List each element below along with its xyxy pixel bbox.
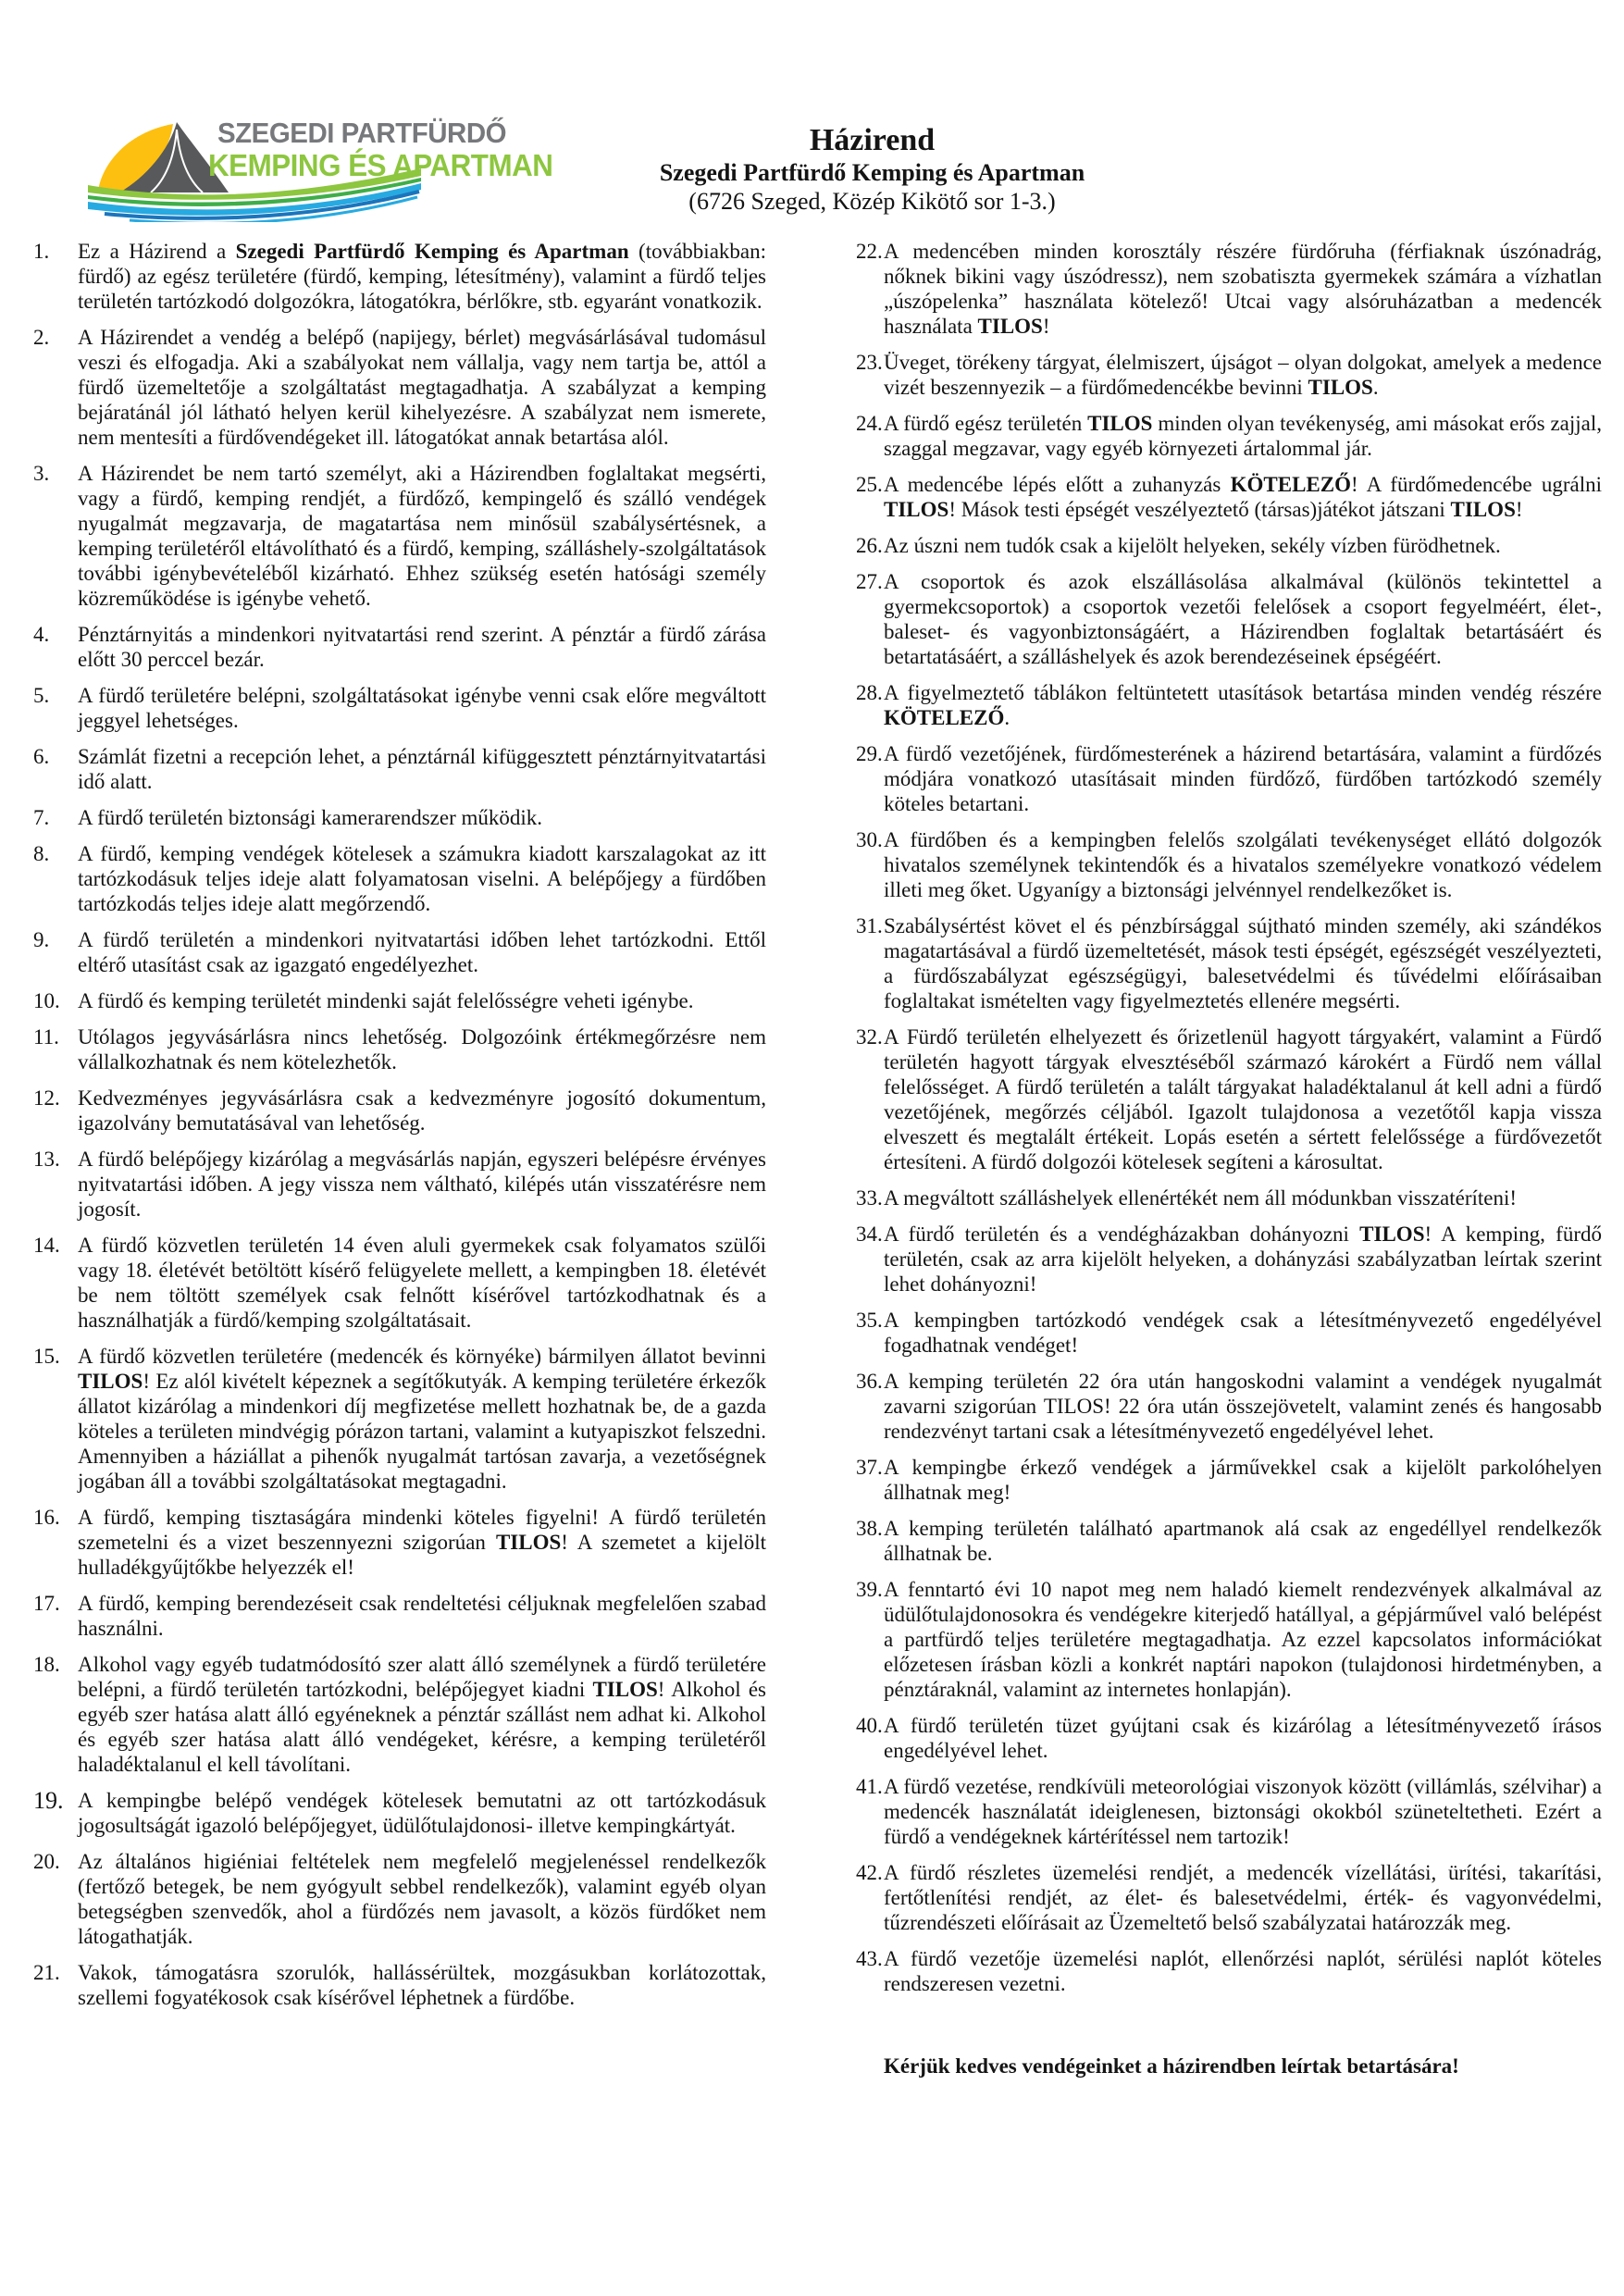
rule-number: 8. xyxy=(33,842,50,865)
rule-number: 6. xyxy=(33,745,50,768)
rule-number: 34. xyxy=(856,1222,883,1246)
rule-number: 20. xyxy=(33,1850,60,1873)
rule-item xyxy=(856,1860,1602,1935)
page-title: Házirend xyxy=(809,123,936,157)
rule-text-emphasis: TILOS xyxy=(977,315,1043,338)
rule-number: 19. xyxy=(33,1787,64,1814)
rule-number: 30. xyxy=(856,828,883,851)
rule-text: A fürdő közvetlen területére (medencék és környéke) bármilyen állatot bevinni TILOS! Ez alól kivételt képeznek a segítőkutyák. A kemping területére érkezők állatot kizárólag a mindenkori díj megfizetése mellett hozhatnak be, de a gazda köteles a területen mindvégig pórázon tartani, valamint a kutyapiszkot felszedni. Amennyiben a háziállat a pihenők nyugalmát tartósan zavarja, a vezetőségnek jogában áll a további szolgáltatásokat megtagadni. xyxy=(78,1345,766,1493)
rule-number: 21. xyxy=(33,1961,60,1984)
rule-text: A fürdő területén a mindenkori nyitvatartási időben lehet tartózkodni. Ettől eltérő utasítást csak az igazgató engedélyezhet. xyxy=(78,928,766,976)
rule-number: 29. xyxy=(856,742,883,765)
rule-number: 7. xyxy=(33,806,50,829)
logo-brand-line2: KEMPING ÉS APARTMAN xyxy=(208,148,553,182)
rule-text: Pénztárnyitás a mindenkori nyitvatartási rend szerint. A pénztár a fürdő zárása előtt 30 perccel bezár. xyxy=(78,623,766,671)
rule-item xyxy=(33,325,766,450)
rule-text: Vakok, támogatásra szorulók, hallássérültek, mozgásukban korlátozottak, szellemi fogyatékosok csak kísérővel léphetnek a fürdőbe. xyxy=(78,1961,766,2009)
rule-item xyxy=(856,569,1602,669)
rule-item xyxy=(856,680,1602,730)
rule-text-emphasis: KÖTELEZŐ xyxy=(884,706,1005,729)
rule-number: 12. xyxy=(33,1086,60,1110)
rule-text: A csoportok és azok elszállásolása alkalmával (különös tekintettel a gyermekcsoportok) a csoportok vezetői felelősek a csoport fegyelméért, élet-, baleset- és vagyonbiztonságáért, a Házirendben foglaltak betartásáért és betartatásáért, a szálláshelyek és azok berendezéseinek épségéért. xyxy=(884,570,1602,668)
rule-text: A fürdő területén tüzet gyújtani csak és kizárólag a létesítményvezető írásos engedélyével lehet. xyxy=(884,1714,1602,1762)
rule-number: 37. xyxy=(856,1456,883,1479)
rule-item xyxy=(856,827,1602,902)
rule-number: 33. xyxy=(856,1186,883,1210)
rule-text: A fürdő, kemping berendezéseit csak rendeltetési céljuknak megfelelően szabad használni. xyxy=(78,1592,766,1640)
rule-text: A Házirendet a vendég a belépő (napijegy, bérlet) megvásárlásával tudomásul veszi és elfogadja. Aki a szabályokat nem vállalja, vagy nem tartja be, attól a fürdő üzemeltetője a szolgáltatást megtagadhatja. A szabályzat a kemping bejáratánál jól látható helyen kerül kihelyezésre. A szabályzat nem ismerete, nem mentesíti a fürdővendégeket ill. látogatókat annak betartása alól. xyxy=(78,326,766,449)
rule-item xyxy=(33,683,766,733)
rule-text: A fürdő, kemping tisztaságára mindenki köteles figyelni! A fürdő területén szemetelni és a vizet beszennyezni szigorúan TILOS! A szemetet a kijelölt hulladékgyűjtőkbe helyezzék el! xyxy=(78,1506,766,1579)
rule-item xyxy=(856,350,1602,400)
rule-item xyxy=(856,1024,1602,1174)
rule-number: 14. xyxy=(33,1234,60,1257)
rule-item xyxy=(856,913,1602,1013)
rule-text: A fürdő területén biztonsági kamerarendszer működik. xyxy=(78,806,543,829)
rule-number: 39. xyxy=(856,1578,883,1601)
rule-text: A kemping területén található apartmanok alá csak az engedéllyel rendelkezők állhatnak be. xyxy=(884,1517,1602,1565)
rule-number: 43. xyxy=(856,1947,883,1970)
rule-text: A fürdő vezetőjének, fürdőmesterének a házirend betartására, valamint a fürdőzés módjára vonatkozó utasításait minden fürdőző, fürdőben tartózkodó személy köteles betartani. xyxy=(884,742,1602,815)
rule-text: A fürdő részletes üzemelési rendjét, a medencék vízellátási, ürítési, takarítási, fertőtlenítési rendjét, az élet- és balesetvédelmi, érték- és vagyonvédelmi, tűzrendészeti előírásait az Üzemeltető belső szabályzatai határozzák meg. xyxy=(884,1861,1602,1934)
logo-brand-line1: SZEGEDI PARTFÜRDŐ xyxy=(217,117,507,149)
rule-item xyxy=(33,988,766,1013)
rule-text: A fenntartó évi 10 napot meg nem haladó kiemelt rendezvények alkalmával az üdülőtulajdonosokra és vendégekre kiterjedő hatállyal, a gépjárművel való belépést a partfürdő teljes területére megtagadhatja. Az ezzel kapcsolatos információkat előzetesen írásban közli a konkrét naptári napokon (tulajdonosi hirdetményben, a pénztáraknál, valamint az internetes honlapján). xyxy=(884,1578,1602,1701)
rule-text: Utólagos jegyvásárlásra nincs lehetőség. Dolgozóink értékmegőrzésre nem vállalkozhatnak és nem kötelezhetők. xyxy=(78,1025,766,1074)
title-block xyxy=(120,123,1624,216)
rule-text-emphasis: TILOS xyxy=(78,1370,143,1393)
rule-item xyxy=(856,239,1602,339)
rule-text: A kemping területén 22 óra után hangoskodni valamint a vendégek nyugalmát zavarni szigorúan TILOS! 22 óra után összejövetelt, valamint zenés és hangosabb rendezvényt tartani csak a létesítményvezető engedélyével lehet. xyxy=(884,1370,1602,1443)
rule-item xyxy=(33,1591,766,1641)
rule-text: Alkohol vagy egyéb tudatmódosító szer alatt álló személynek a fürdő területére belépni, a fürdő területén tartózkodni, belépőjegyet kiadni TILOS! Alkohol és egyéb szer hatása alatt álló egyéneknek a pénztár szállást nem adhat ki. Alkohol és egyéb szer hatása alatt álló vendégeket, kérésre, a kemping területéről haladéktalanul el kell távolítani. xyxy=(78,1653,766,1776)
rule-item xyxy=(33,1147,766,1222)
rule-item xyxy=(856,533,1602,558)
rule-text-emphasis: TILOS xyxy=(1308,376,1373,399)
rule-text: A medencébe lépés előtt a zuhanyzás KÖTELEZŐ! A fürdőmedencébe ugrálni TILOS! Mások testi épségét veszélyeztető (társas)játékot játszani TILOS! xyxy=(884,473,1602,521)
rule-item xyxy=(33,805,766,830)
rule-text: Az általános higiéniai feltételek nem megfelelő megjelenéssel rendelkezők (fertőző betegek, be nem gyógyult sebbel rendelkezők), valamint egyéb olyan betegségben szenvedők, ahol a fürdőzés nem javasolt, a közös fürdőket nem látogathatják. xyxy=(78,1850,766,1948)
rule-number: 4. xyxy=(33,623,50,646)
page-subtitle: Szegedi Partfürdő Kemping és Apartman xyxy=(659,159,1085,186)
rule-text: Üveget, törékeny tárgyat, élelmiszert, újságot – olyan dolgokat, amelyek a medence vizét beszennyezik – a fürdőmedencékbe bevinni TILOS. xyxy=(884,351,1602,399)
rule-number: 13. xyxy=(33,1148,60,1171)
rule-text: A fürdő, kemping vendégek kötelesek a számukra kiadott karszalagokat az itt tartózkodásuk teljes ideje alatt folyamatosan viselni. A belépőjegy a fürdőben tartózkodás teljes ideje alatt megőrzendő. xyxy=(78,842,766,915)
rule-number: 35. xyxy=(856,1309,883,1332)
rules-column-right xyxy=(856,239,1602,2079)
rule-text: Az úszni nem tudók csak a kijelölt helyeken, sekély vízben fürödhetnek. xyxy=(884,534,1501,557)
rule-number: 1. xyxy=(33,240,50,263)
rule-item xyxy=(33,461,766,611)
rule-number: 15. xyxy=(33,1345,60,1368)
rule-number: 27. xyxy=(856,570,883,593)
rule-text: A fürdő egész területén TILOS minden olyan tevékenység, ami másokat erős zajjal, szaggal megzavar, vagy egyéb környezeti ártalommal jár. xyxy=(884,412,1602,460)
rule-item xyxy=(33,841,766,916)
rule-number: 9. xyxy=(33,928,50,951)
rule-item xyxy=(856,1308,1602,1358)
rule-number: 17. xyxy=(33,1592,60,1615)
rule-text: A Házirendet be nem tartó személyt, aki a Házirendben foglaltakat megsérti, vagy a fürdő, kemping rendjét, a fürdőző, kempingelő és szálló vendégek nyugalmát megzavarja, de magatartása nem minősül szabálysértésnek, a kemping területéről eltávolítható és a fürdő, kemping, szálláshely-szolgáltatások további igénybevételéből kizárható. Ehhez szükség esetén hatósági személy közreműködése is igénybe vehető. xyxy=(78,462,766,610)
rule-text-emphasis: TILOS xyxy=(1359,1222,1425,1246)
rule-item xyxy=(856,1713,1602,1763)
rule-number: 16. xyxy=(33,1506,60,1529)
rule-text-emphasis: TILOS xyxy=(495,1531,562,1554)
rule-text: Számlát fizetni a recepción lehet, a pénztárnál kifüggesztett pénztárnyitvatartási idő alatt. xyxy=(78,745,766,793)
rule-item xyxy=(33,1344,766,1494)
rule-number: 36. xyxy=(856,1370,883,1393)
rule-item xyxy=(856,1516,1602,1566)
rule-text-emphasis: TILOS xyxy=(1087,412,1153,435)
rules-column-left xyxy=(33,239,766,2021)
rule-text-emphasis: TILOS xyxy=(1450,498,1516,521)
rule-text-emphasis: Szegedi Partfürdő Kemping és Apartman xyxy=(235,240,629,263)
rule-number: 2. xyxy=(33,326,50,349)
rule-number: 24. xyxy=(856,412,883,435)
rule-number: 23. xyxy=(856,351,883,374)
rule-number: 22. xyxy=(856,240,883,263)
rule-number: 40. xyxy=(856,1714,883,1737)
rule-text: Szabálysértést követ el és pénzbírsággal sújtható minden személy, aki szándékos magatartásával a fürdő üzemeltetését, mások testi épségét, egészségét veszélyezteti, a fürdőszabályzat egészségügyi, balesetvédelmi és tűvédelmi előírásaiban foglaltakat ismételten vagy figyelmeztetés ellenére megsérti. xyxy=(884,914,1602,1012)
rule-item xyxy=(33,927,766,977)
rule-item xyxy=(856,1455,1602,1505)
page-address: (6726 Szeged, Közép Kikötő sor 1-3.) xyxy=(688,188,1056,215)
rule-text-emphasis: TILOS xyxy=(884,498,949,521)
rule-text: A kempingben tartózkodó vendégek csak a létesítményvezető engedélyével fogadhatnak vendéget! xyxy=(884,1309,1602,1357)
rule-text: A kempingbe belépő vendégek kötelesek bemutatni az ott tartózkodásuk jogosultságát igazoló belépőjegyet, üdülőtulajdonosi- illetve kempingkártyát. xyxy=(78,1789,766,1837)
rule-text: A fürdő területén és a vendégházakban dohányozni TILOS! A kemping, fürdő területén, csak az arra kijelölt helyeken, a dohányzási szabályzatban leírtak szerint lehet dohányozni! xyxy=(884,1222,1602,1296)
rule-number: 11. xyxy=(33,1025,59,1049)
rule-text: A megváltott szálláshelyek ellenértékét nem áll módunkban visszatéríteni! xyxy=(884,1186,1518,1210)
rule-number: 18. xyxy=(33,1653,60,1676)
rule-number: 28. xyxy=(856,681,883,704)
rule-item xyxy=(33,1849,766,1949)
rule-item xyxy=(33,1024,766,1074)
rule-number: 5. xyxy=(33,684,50,707)
closing-request-line: Kérjük kedves vendégeinket a házirendben leírtak betartására! xyxy=(884,2054,1459,2078)
rule-number: 32. xyxy=(856,1025,883,1049)
rule-item xyxy=(856,1577,1602,1702)
rule-text-emphasis: KÖTELEZŐ xyxy=(1230,473,1351,496)
rule-item xyxy=(33,1505,766,1580)
rule-text: A fürdő közvetlen területén 14 éven aluli gyermekek csak folyamatos szülői vagy 18. életévét betöltött kísérő felügyelete mellett, a kempingben 18. életévét be nem töltött személyek csak felnőtt kísérővel tartózkodhatnak és a használhatják a fürdő/kemping szolgáltatásait. xyxy=(78,1234,766,1332)
rule-text: Kedvezményes jegyvásárlásra csak a kedvezményre jogosító dokumentum, igazolvány bemutatásával van lehetőség. xyxy=(78,1086,766,1135)
rule-number: 26. xyxy=(856,534,883,557)
rule-number: 3. xyxy=(33,462,50,485)
rule-item xyxy=(856,1946,1602,1996)
rule-item xyxy=(33,1652,766,1777)
rule-text: A fürdő vezetése, rendkívüli meteorológiai viszonyok között (villámlás, szélvihar) a medencék használatát ideiglenesen, biztonsági okokból szüneteltetheti. Ezért a fürdő a vendégeknek kártérítéssel nem tartozik! xyxy=(884,1775,1602,1848)
rule-text: A figyelmeztető táblákon feltüntetett utasítások betartása minden vendég részére KÖTELEZŐ. xyxy=(884,681,1602,729)
rule-item xyxy=(856,1222,1602,1297)
rule-item xyxy=(33,1788,766,1838)
rule-item xyxy=(33,1233,766,1333)
rule-item xyxy=(33,1960,766,2010)
rule-text: A fürdő és kemping területét mindenki saját felelősségre veheti igénybe. xyxy=(78,989,694,1012)
rule-item xyxy=(33,622,766,672)
rule-text: A fürdő belépőjegy kizárólag a megvásárlás napján, egyszeri belépésre érvényes nyitvatartási időben. A jegy vissza nem váltható, kilépés után visszatérésre nem jogosít. xyxy=(78,1148,766,1221)
rule-number: 42. xyxy=(856,1861,883,1884)
rule-item xyxy=(33,239,766,314)
rule-number: 10. xyxy=(33,989,60,1012)
rule-item xyxy=(33,744,766,794)
rule-item xyxy=(856,741,1602,816)
rule-item xyxy=(856,472,1602,522)
rule-text: A medencében minden korosztály részére fürdőruha (férfiaknak úszónadrág, nőknek bikini vagy úszódressz), nem szobatiszta gyermekek számára a vízhatlan „úszópelenka” használata kötelező! Utcai vagy alsóruházatban a medencék használata TILOS! xyxy=(884,240,1602,338)
rule-text-emphasis: TILOS xyxy=(592,1678,658,1701)
rule-number: 41. xyxy=(856,1775,883,1798)
rule-item xyxy=(856,1369,1602,1444)
rule-number: 31. xyxy=(856,914,883,937)
rule-text: A Fürdő területén elhelyezett és őrizetlenül hagyott tárgyakért, valamint a Fürdő területén hagyott tárgyak elvesztéséből származó károkért a Fürdő nem vállal felelősséget. A fürdő területén a talált tárgyakat haladéktalanul át kell adni a fürdő vezetőjének, megőrzés céljából. Igazolt tulajdonosa a vezetőtől kapja vissza elveszett és megtalált értékeit. Lopás esetén a sértett felelőssége a fürdővezetőt értesíteni. A fürdő dolgozói kötelesek segíteni a károsultat. xyxy=(884,1025,1602,1173)
rule-text: A fürdőben és a kempingben felelős szolgálati tevékenységet ellátó dolgozók hivatalos személynek tekintendők és a hivatalos személyekre vonatkozó védelem illeti meg őket. Ugyanígy a biztonsági jelvénnyel rendelkezőket is. xyxy=(884,828,1602,901)
rule-item xyxy=(856,1185,1602,1210)
rule-number: 38. xyxy=(856,1517,883,1540)
rule-text: A fürdő területére belépni, szolgáltatásokat igénybe venni csak előre megváltott jeggyel lehetséges. xyxy=(78,684,766,732)
rule-text: A kempingbe érkező vendégek a járművekkel csak a kijelölt parkolóhelyen állhatnak meg! xyxy=(884,1456,1602,1504)
rule-item xyxy=(33,1086,766,1136)
rule-item xyxy=(856,411,1602,461)
rule-text: A fürdő vezetője üzemelési naplót, ellenőrzési naplót, sérülési naplót köteles rendszeresen vezetni. xyxy=(884,1947,1602,1995)
rule-item xyxy=(856,1774,1602,1849)
rule-number: 25. xyxy=(856,473,883,496)
rule-text: Ez a Házirend a Szegedi Partfürdő Kemping és Apartman (továbbiakban: fürdő) az egész területére (fürdő, kemping, létesítmény), valamint a fürdő teljes területén tartózkodó dolgozókra, látogatókra, bérlőkre, stb. egyaránt vonatkozik. xyxy=(78,240,766,313)
